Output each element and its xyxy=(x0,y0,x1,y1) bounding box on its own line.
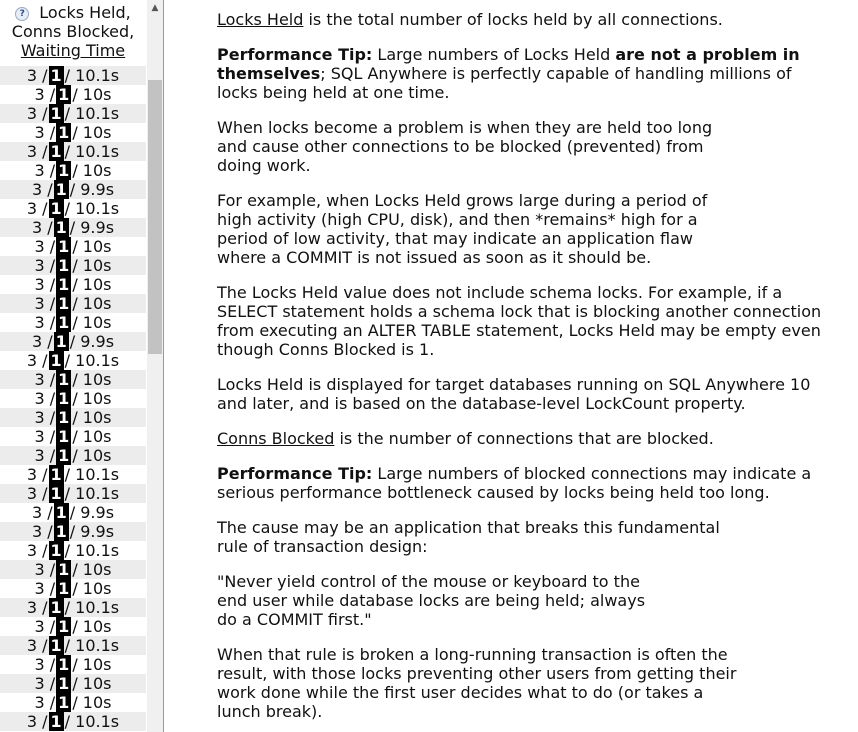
locks-held-value: 3 xyxy=(34,693,45,712)
locks-held-value: 3 xyxy=(31,332,43,351)
locks-held-value: 3 xyxy=(34,427,45,446)
locks-column xyxy=(0,0,146,732)
waiting-time-value: 10.1s xyxy=(75,465,120,484)
waiting-time-value: 10s xyxy=(82,693,112,712)
table-row: 3 / 1 / 10.1s xyxy=(0,598,146,617)
conns-blocked-value: 1 xyxy=(58,655,70,674)
table-row: 3 / 1 / 10s xyxy=(34,237,112,256)
locks-held-value: 3 xyxy=(31,503,43,522)
locks-held-value: 3 xyxy=(34,655,45,674)
conns-blocked-value: 1 xyxy=(58,313,70,332)
locks-held-value: 3 xyxy=(34,408,45,427)
locks-held-value: 3 xyxy=(26,351,38,370)
conns-blocked-value: 1 xyxy=(50,142,62,161)
locks-held-value: 3 xyxy=(34,85,45,104)
scrollbar-thumb[interactable] xyxy=(148,80,162,354)
locks-held-value: 3 xyxy=(26,484,38,503)
locks-held-value: 3 xyxy=(34,446,45,465)
table-row: 3 / 1 / 10s xyxy=(34,275,112,294)
header-line-3[interactable]: Waiting Time xyxy=(20,41,126,60)
locks-held-value: 3 xyxy=(34,275,45,294)
conns-blocked-value: 1 xyxy=(58,85,70,104)
table-row: 3 / 1 / 10.1s xyxy=(0,712,146,731)
conns-blocked-value: 1 xyxy=(58,161,70,180)
locks-held-value: 3 xyxy=(31,180,43,199)
table-row: 3 / 1 / 10.1s xyxy=(26,199,120,218)
header-line-1: Locks Held, xyxy=(39,3,131,22)
waiting-time-value: 9.9s xyxy=(80,522,115,541)
table-row: 3 / 1 / 10s xyxy=(0,446,146,465)
conns-blocked-value: 1 xyxy=(58,370,70,389)
locks-held-value: 3 xyxy=(31,218,43,237)
table-row: 3 / 1 / 10.1s xyxy=(26,541,120,560)
conns-blocked-value: 1 xyxy=(58,389,70,408)
conns-blocked-value: 1 xyxy=(50,104,62,123)
waiting-time-value: 10s xyxy=(82,655,112,674)
tip2-text: Large numbers of blocked connections may indicate a serious performance bottleneck caused by locks being held too long. xyxy=(217,464,812,502)
table-row: 3 / 1 / 10.1s xyxy=(26,351,120,370)
waiting-time-value: 10s xyxy=(82,617,112,636)
table-row: 3 / 1 / 10s xyxy=(34,161,112,180)
tip1-text-c: ; SQL Anywhere is perfectly capable of handling millions of locks being held at one time. xyxy=(217,64,792,102)
broken-paragraph: When that rule is broken a long-running transaction is often the result, with those locks preventing other users from getting their work done while the first user decides what to do (or takes a lunch break). xyxy=(217,645,737,721)
waiting-time-value: 9.9s xyxy=(80,332,115,351)
tip1-paragraph xyxy=(217,45,802,102)
locks-held-value: 3 xyxy=(34,313,45,332)
conns-blocked-paragraph xyxy=(217,429,858,448)
locks-held-paragraph xyxy=(217,10,858,29)
locks-held-link[interactable]: Locks Held xyxy=(217,10,304,29)
locks-held-value: 3 xyxy=(34,256,45,275)
waiting-time-value: 10.1s xyxy=(75,199,120,218)
locks-held-value: 3 xyxy=(26,712,38,731)
tip2-label: Performance Tip: xyxy=(217,464,373,483)
table-row: 3 / 1 / 9.9s xyxy=(0,332,146,351)
table-row: 3 / 1 / 10s xyxy=(0,674,146,693)
conns-blocked-value: 1 xyxy=(50,484,62,503)
tip1-label: Performance Tip: xyxy=(217,45,373,64)
conns-blocked-value: 1 xyxy=(58,294,70,313)
vertical-scrollbar[interactable] xyxy=(147,0,163,732)
scroll-up-arrow-icon[interactable]: ▲ xyxy=(151,3,159,13)
tip1-text-b: are not a problem in themselves xyxy=(217,45,800,83)
help-text xyxy=(217,10,858,721)
locks-held-value: 3 xyxy=(34,161,45,180)
waiting-time-value: 10s xyxy=(82,408,112,427)
conns-blocked-value: 1 xyxy=(50,351,62,370)
locks-held-value: 3 xyxy=(34,560,45,579)
table-row: 3 / 1 / 10s xyxy=(0,256,146,275)
locks-held-value: 3 xyxy=(26,598,38,617)
waiting-time-value: 9.9s xyxy=(80,503,115,522)
waiting-time-value: 10s xyxy=(82,370,112,389)
conns-blocked-value: 1 xyxy=(58,674,70,693)
quote-paragraph: "Never yield control of the mouse or keyboard to the end user while database locks are being held; always do a COMMIT first." xyxy=(217,572,646,629)
conns-blocked-value: 1 xyxy=(55,180,67,199)
waiting-time-value: 10s xyxy=(82,161,112,180)
waiting-time-value: 10.1s xyxy=(75,66,120,85)
conns-blocked-value: 1 xyxy=(58,408,70,427)
waiting-time-value: 10s xyxy=(82,256,112,275)
conns-blocked-value: 1 xyxy=(50,199,62,218)
locks-held-value: 3 xyxy=(26,199,38,218)
example-paragraph: For example, when Locks Held grows large during a period of high activity (high CPU, disk), and then *remains* high for a period of low activity, that may indicate an application flaw where a COMMIT is not issued as soon as it should be. xyxy=(217,191,708,267)
locks-held-intro: is the total number of locks held by all connections. xyxy=(303,10,723,29)
locks-held-value: 3 xyxy=(26,104,38,123)
waiting-time-value: 10s xyxy=(82,427,112,446)
table-row: 3 / 1 / 10s xyxy=(34,427,112,446)
table-row: 3 / 1 / 10.1s xyxy=(0,484,146,503)
waiting-time-value: 10.1s xyxy=(75,712,120,731)
locks-held-value: 3 xyxy=(31,522,43,541)
conns-blocked-link[interactable]: Conns Blocked xyxy=(217,429,335,448)
conns-blocked-value: 1 xyxy=(58,275,70,294)
table-row: 3 / 1 / 10s xyxy=(34,389,112,408)
conns-blocked-value: 1 xyxy=(50,66,62,85)
waiting-time-value: 10.1s xyxy=(75,636,120,655)
conns-blocked-value: 1 xyxy=(58,617,70,636)
waiting-time-value: 10s xyxy=(82,389,112,408)
conns-blocked-value: 1 xyxy=(50,598,62,617)
table-row: 3 / 1 / 10.1s xyxy=(0,104,146,123)
schema-paragraph: The Locks Held value does not include schema locks. For example, if a SELECT statement holds a schema lock that is blocking another connection from executing an ALTER TABLE statement, Locks Held may be empty even though Conns Blocked is 1. xyxy=(217,283,822,359)
locks-held-value: 3 xyxy=(34,370,45,389)
conns-blocked-value: 1 xyxy=(58,579,70,598)
waiting-time-value: 10s xyxy=(82,579,112,598)
table-row: 3 / 1 / 10s xyxy=(0,560,146,579)
header-line-2: Conns Blocked, xyxy=(11,22,135,41)
conns-blocked-value: 1 xyxy=(58,256,70,275)
table-row: 3 / 1 / 9.9s xyxy=(0,218,146,237)
conns-blocked-value: 1 xyxy=(55,503,67,522)
table-row: 3 / 1 / 10s xyxy=(34,579,112,598)
waiting-time-value: 10.1s xyxy=(75,351,120,370)
waiting-time-value: 10s xyxy=(82,294,112,313)
waiting-time-value: 10s xyxy=(82,560,112,579)
locks-held-value: 3 xyxy=(26,541,38,560)
waiting-time-value: 9.9s xyxy=(80,218,115,237)
table-row: 3 / 1 / 10s xyxy=(0,370,146,389)
table-row: 3 / 1 / 9.9s xyxy=(31,503,115,522)
waiting-time-value: 10s xyxy=(82,674,112,693)
conns-blocked-value: 1 xyxy=(55,332,67,351)
table-row: 3 / 1 / 10.1s xyxy=(0,636,146,655)
waiting-time-value: 10s xyxy=(82,275,112,294)
tip2-paragraph xyxy=(217,464,817,502)
column-header xyxy=(0,0,146,62)
conns-blocked-value: 1 xyxy=(50,636,62,655)
table-row: 3 / 1 / 10.1s xyxy=(0,142,146,161)
table-row: 3 / 1 / 10s xyxy=(0,408,146,427)
locks-held-value: 3 xyxy=(34,237,45,256)
cause-paragraph: The cause may be an application that breaks this fundamental rule of transaction design: xyxy=(217,518,720,556)
waiting-time-value: 9.9s xyxy=(80,180,115,199)
table-row: 3 / 1 / 10.1s xyxy=(26,465,120,484)
waiting-time-value: 10.1s xyxy=(75,484,120,503)
table-row: 3 / 1 / 10s xyxy=(34,313,112,332)
table-row: 3 / 1 / 10s xyxy=(0,294,146,313)
table-row: 3 / 1 / 9.9s xyxy=(0,522,146,541)
locks-held-value: 3 xyxy=(26,636,38,655)
tip1-text-a: Large numbers of Locks Held xyxy=(372,45,616,64)
conns-blocked-value: 1 xyxy=(58,446,70,465)
conns-blocked-intro: is the number of connections that are blocked. xyxy=(334,429,714,448)
sample-rows xyxy=(0,66,146,731)
pane-divider[interactable] xyxy=(163,0,170,732)
locks-held-value: 3 xyxy=(34,123,45,142)
table-row: 3 / 1 / 10s xyxy=(34,85,112,104)
waiting-time-value: 10.1s xyxy=(75,142,120,161)
table-row: 3 / 1 / 9.9s xyxy=(0,180,146,199)
question-circle-icon[interactable]: ? xyxy=(15,7,29,21)
displayed-paragraph: Locks Held is displayed for target databases running on SQL Anywhere 10 and later, and is based on the database-level LockCount property. xyxy=(217,375,811,413)
table-row: 3 / 1 / 10s xyxy=(34,693,112,712)
locks-held-value: 3 xyxy=(26,66,38,85)
table-row: 3 / 1 / 10.1s xyxy=(0,66,146,85)
locks-held-value: 3 xyxy=(34,294,45,313)
table-row: 3 / 1 / 10s xyxy=(34,655,112,674)
locks-held-value: 3 xyxy=(34,617,45,636)
table-row: 3 / 1 / 10s xyxy=(34,617,112,636)
conns-blocked-value: 1 xyxy=(50,465,62,484)
conns-blocked-value: 1 xyxy=(55,522,67,541)
table-row: 3 / 1 / 10s xyxy=(34,123,112,142)
conns-blocked-value: 1 xyxy=(58,560,70,579)
conns-blocked-value: 1 xyxy=(50,541,62,560)
waiting-time-value: 10.1s xyxy=(75,541,120,560)
locks-held-value: 3 xyxy=(34,579,45,598)
conns-blocked-value: 1 xyxy=(58,693,70,712)
when-paragraph: When locks become a problem is when they are held too long and cause other connections to be blocked (prevented) from doing work. xyxy=(217,118,713,175)
waiting-time-value: 10s xyxy=(82,237,112,256)
locks-held-value: 3 xyxy=(34,674,45,693)
conns-blocked-value: 1 xyxy=(50,712,62,731)
conns-blocked-value: 1 xyxy=(55,218,67,237)
waiting-time-value: 10s xyxy=(82,313,112,332)
locks-held-value: 3 xyxy=(26,142,38,161)
waiting-time-value: 10.1s xyxy=(75,598,120,617)
waiting-time-value: 10s xyxy=(82,446,112,465)
conns-blocked-value: 1 xyxy=(58,427,70,446)
conns-blocked-value: 1 xyxy=(58,123,70,142)
locks-held-value: 3 xyxy=(26,465,38,484)
waiting-time-value: 10.1s xyxy=(75,104,120,123)
waiting-time-value: 10s xyxy=(82,123,112,142)
locks-held-value: 3 xyxy=(34,389,45,408)
waiting-time-value: 10s xyxy=(82,85,112,104)
conns-blocked-value: 1 xyxy=(58,237,70,256)
